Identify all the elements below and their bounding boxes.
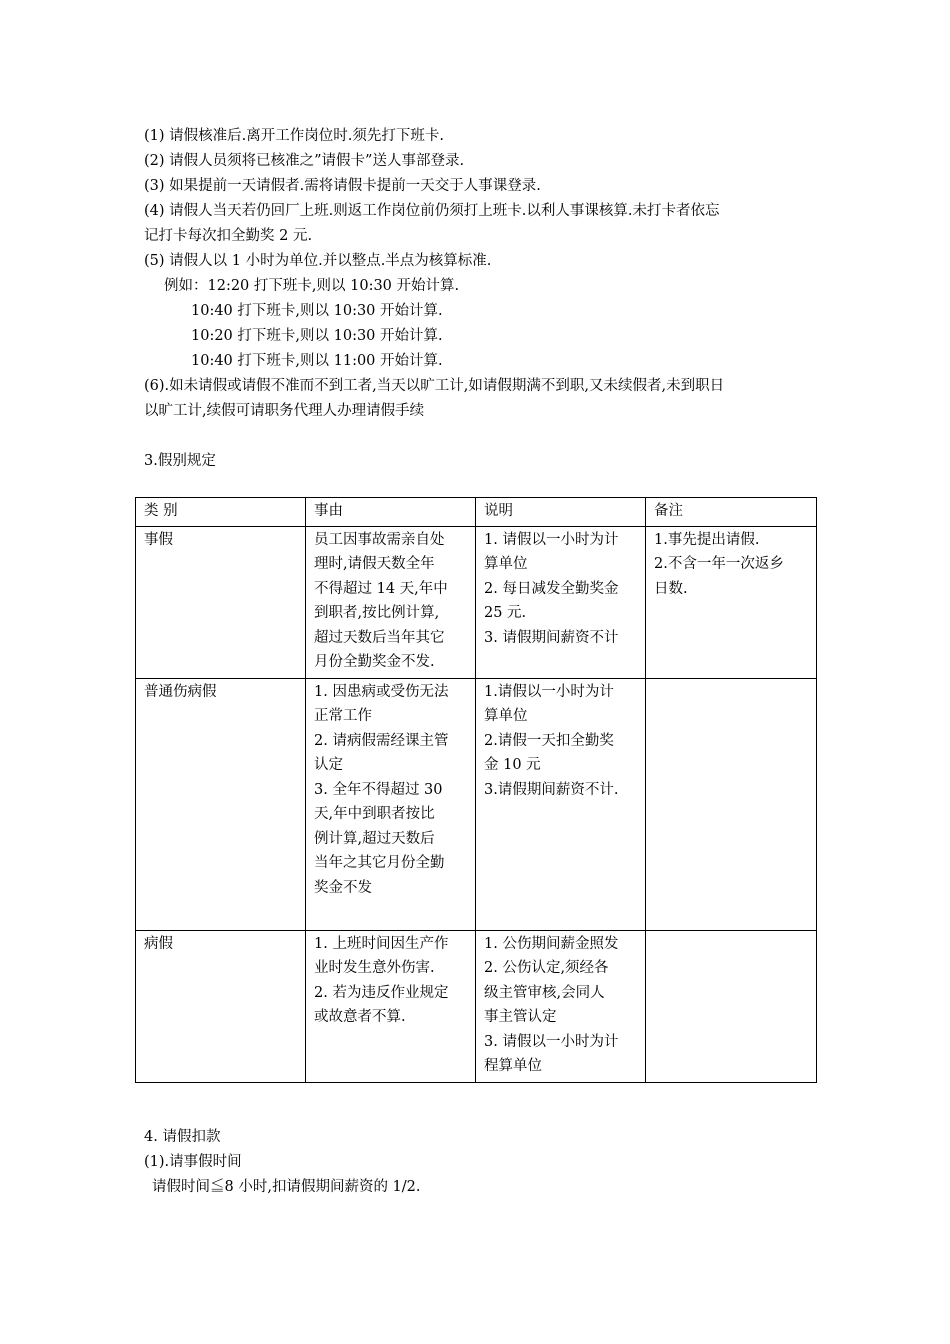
reason-line: 认定	[314, 757, 343, 773]
reason-line: 2. 请病假需经课主管	[314, 732, 449, 749]
desc-line: 3. 请假期间薪资不计	[484, 629, 619, 646]
reason-line: 1. 上班时间因生产作	[314, 935, 449, 952]
desc-line: 1.请假以一小时为计	[484, 683, 614, 700]
cell-type: 事假	[136, 526, 306, 678]
table-row	[136, 930, 817, 1082]
cell-type: 普通伤病假	[136, 678, 306, 930]
rule-6-line-2: 以旷工计,续假可请职务代理人办理请假手续	[144, 403, 425, 419]
table-row	[136, 678, 817, 930]
reason-line: 奖金不发	[314, 879, 372, 896]
example-1: 例如：12:20 打下班卡,则以 10:30 开始计算.	[164, 278, 460, 294]
reason-line: 到职者,按比例计算,	[314, 605, 440, 621]
desc-line: 25 元.	[484, 605, 527, 621]
rule-6-line-1: (6).如未请假或请假不准而不到工者,当天以旷工计,如请假期满不到职,又未续假者,未到职日	[144, 378, 725, 394]
cell-desc	[476, 526, 646, 678]
reason-line: 当年之其它月份全勤	[314, 855, 445, 871]
note-line: 日数.	[654, 580, 688, 597]
desc-line: 算单位	[484, 708, 528, 724]
desc-line: 级主管审核,会同人	[484, 984, 605, 1001]
reason-line: 月份全勤奖金不发.	[314, 654, 435, 670]
section-4-title: 4. 请假扣款	[144, 1129, 221, 1145]
rule-2: (2) 请假人员须将已核准之”请假卡”送人事部登录.	[144, 153, 465, 169]
example-2: 10:40 打下班卡,则以 10:30 开始计算.	[191, 303, 443, 319]
section-3-title: 3.假别规定	[144, 453, 216, 469]
note-line: 2.不含一年一次返乡	[654, 556, 784, 572]
desc-line: 2. 每日减发全勤奖金	[484, 580, 619, 597]
cell-note	[646, 526, 817, 678]
desc-line: 1. 请假以一小时为计	[484, 531, 619, 548]
reason-line: 理时,请假天数全年	[314, 556, 435, 572]
reason-line: 或故意者不算.	[314, 1009, 406, 1025]
cell-note	[646, 678, 817, 930]
cell-desc	[476, 678, 646, 930]
cell-note	[646, 930, 817, 1082]
leave-type-table	[135, 497, 817, 1083]
reason-line: 正常工作	[314, 708, 372, 724]
rule-1: (1) 请假核准后.离开工作岗位时.须先打下班卡.	[144, 128, 444, 144]
rule-4-line-1: (4) 请假人当天若仍回厂上班.则返工作岗位前仍须打上班卡.以利人事课核算.未打卡者依忘	[144, 203, 720, 219]
table-header-row	[136, 498, 817, 527]
desc-line: 3.请假期间薪资不计.	[484, 781, 619, 798]
desc-line: 算单位	[484, 556, 528, 572]
cell-type: 病假	[136, 930, 306, 1082]
reason-line: 员工因事故需亲自处	[314, 531, 445, 548]
cell-reason	[306, 526, 476, 678]
example-4: 10:40 打下班卡,则以 11:00 开始计算.	[191, 353, 443, 369]
desc-line: 金 10 元	[484, 757, 541, 773]
header-reason: 事由	[306, 498, 476, 527]
reason-line: 1. 因患病或受伤无法	[314, 683, 449, 700]
reason-line: 3. 全年不得超过 30	[314, 781, 443, 798]
rule-4-line-2: 记打卡每次扣全勤奖 2 元.	[144, 228, 313, 244]
section-4-text: 请假时间≦8 小时,扣请假期间薪资的 1/2.	[152, 1179, 421, 1195]
reason-line: 业时发生意外伤害.	[314, 960, 435, 976]
cell-desc	[476, 930, 646, 1082]
reason-line: 不得超过 14 天,年中	[314, 580, 448, 597]
rule-5: (5) 请假人以 1 小时为单位.并以整点.半点为核算标准.	[144, 253, 492, 269]
header-note: 备注	[646, 498, 817, 527]
rule-3: (3) 如果提前一天请假者.需将请假卡提前一天交于人事课登录.	[144, 178, 541, 194]
reason-line: 2. 若为违反作业规定	[314, 984, 449, 1001]
reason-line: 例计算,超过天数后	[314, 830, 435, 847]
desc-line: 2.请假一天扣全勤奖	[484, 732, 614, 749]
reason-line: 天,年中到职者按比	[314, 806, 435, 822]
desc-line: 2. 公伤认定,须经各	[484, 960, 609, 976]
desc-line: 程算单位	[484, 1058, 542, 1074]
desc-line: 1. 公伤期间薪金照发	[484, 935, 619, 952]
desc-line: 事主管认定	[484, 1009, 557, 1025]
section-4-subtitle: (1).请事假时间	[144, 1154, 242, 1170]
reason-line: 超过天数后当年其它	[314, 629, 445, 646]
note-line: 1.事先提出请假.	[654, 531, 760, 548]
desc-line: 3. 请假以一小时为计	[484, 1033, 619, 1050]
header-type: 类 别	[136, 498, 306, 527]
header-desc: 说明	[476, 498, 646, 527]
example-3: 10:20 打下班卡,则以 10:30 开始计算.	[191, 328, 443, 344]
cell-reason	[306, 678, 476, 930]
cell-reason	[306, 930, 476, 1082]
table-row	[136, 526, 817, 678]
